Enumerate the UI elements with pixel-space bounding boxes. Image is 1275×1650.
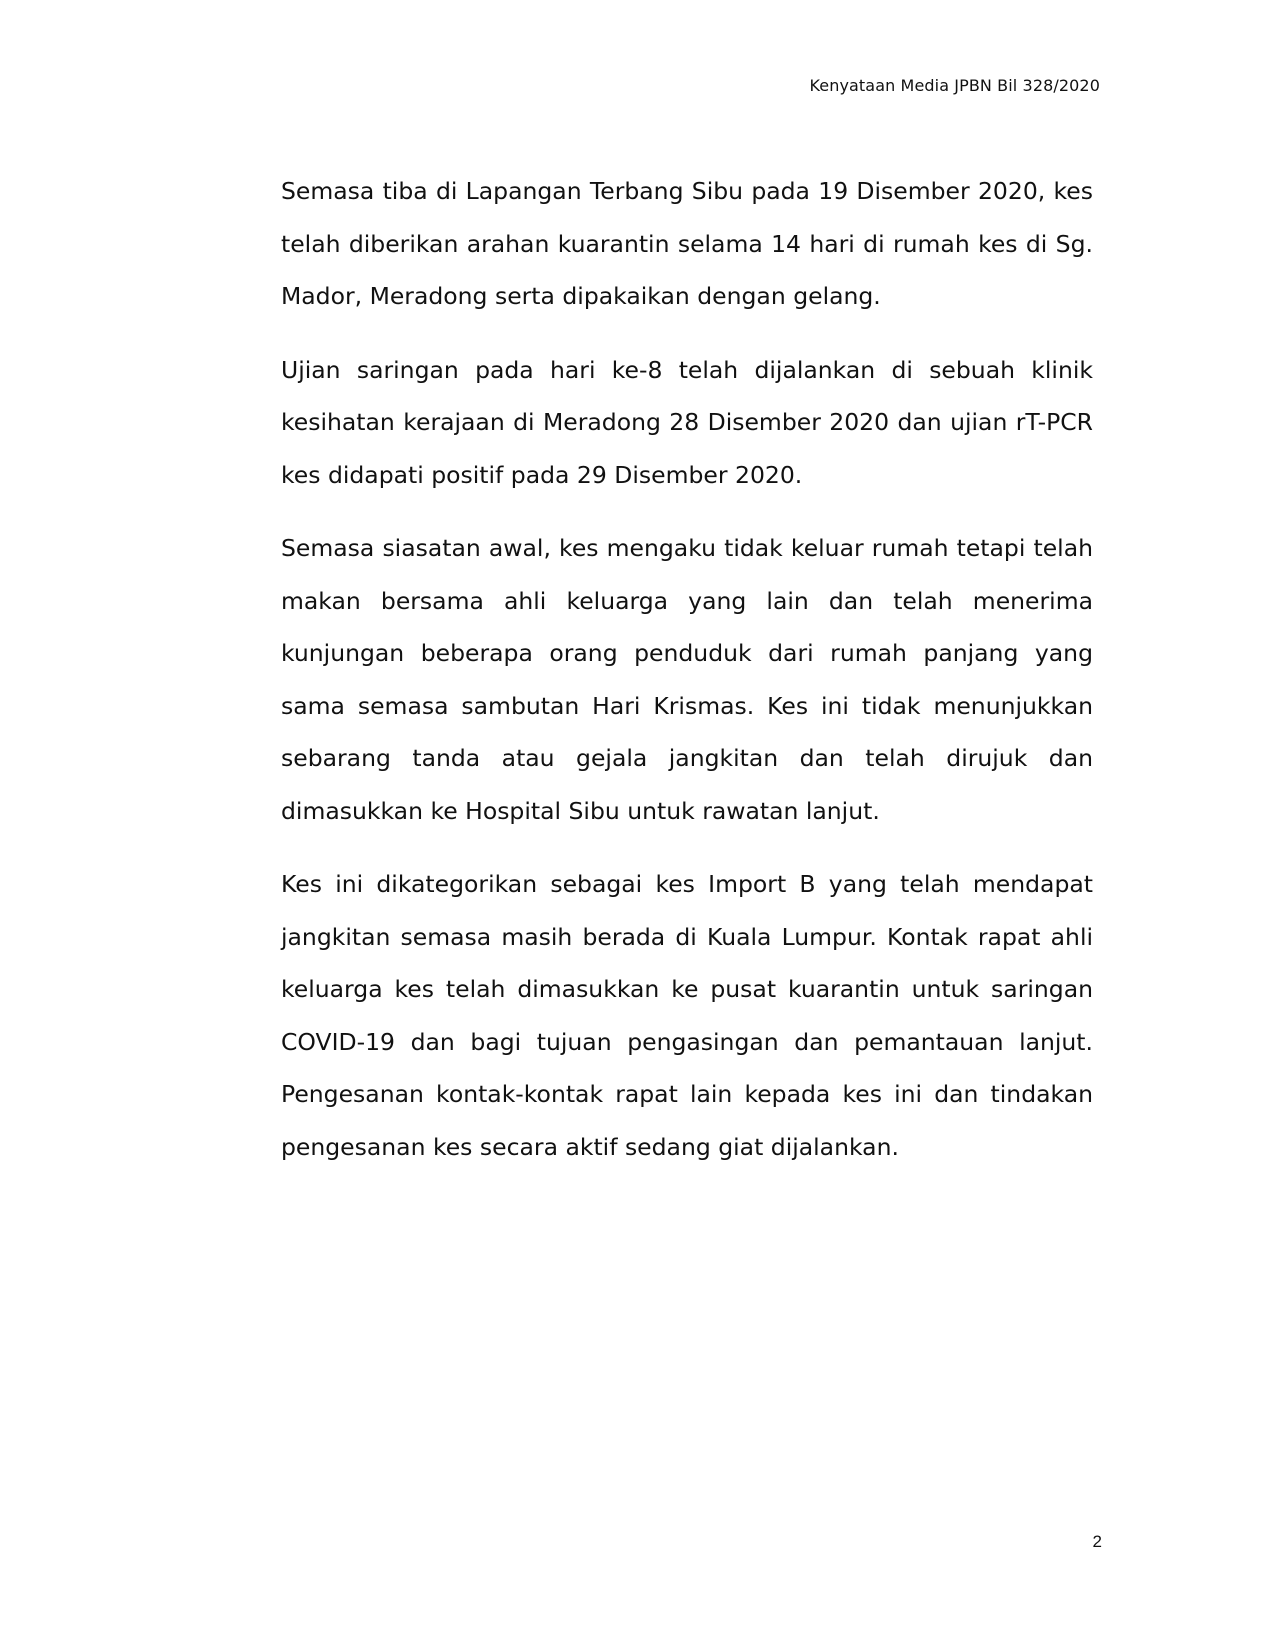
document-body xyxy=(281,165,1093,1173)
paragraph-arrival-quarantine: Semasa tiba di Lapangan Terbang Sibu pada 19 Disember 2020, kes telah diberikan arahan kuarantin selama 14 hari di rumah kes di Sg. Mador, Meradong serta dipakaikan dengan gelang. xyxy=(281,177,1093,310)
media-statement-reference: Kenyataan Media JPBN Bil 328/2020 xyxy=(809,76,1100,95)
page-number: 2 xyxy=(1092,1532,1102,1551)
paragraph-initial-investigation: Semasa siasatan awal, kes mengaku tidak keluar rumah tetapi telah makan bersama ahli keluarga yang lain dan telah menerima kunjungan beberapa orang penduduk dari rumah panjang yang sama semasa sambutan Hari Krismas. Kes ini tidak menunjukkan sebarang tanda atau gejala jangkitan dan telah dirujuk dan dimasukkan ke Hospital Sibu untuk rawatan lanjut. xyxy=(281,534,1093,825)
paragraph-screening-test: Ujian saringan pada hari ke-8 telah dijalankan di sebuah klinik kesihatan kerajaan di Meradong 28 Disember 2020 dan ujian rT-PCR kes didapati positif pada 29 Disember 2020. xyxy=(281,355,1093,489)
paragraph-case-category: Kes ini dikategorikan sebagai kes Import B yang telah mendapat jangkitan semasa masih berada di Kuala Lumpur. Kontak rapat ahli keluarga kes telah dimasukkan ke pusat kuarantin untuk saringan COVID-19 dan bagi tujuan pengasingan dan pemantauan lanjut. Pengesanan kontak-kontak rapat lain kepada kes ini dan tindakan pengesanan kes secara aktif sedang giat dijalankan. xyxy=(281,870,1093,1161)
